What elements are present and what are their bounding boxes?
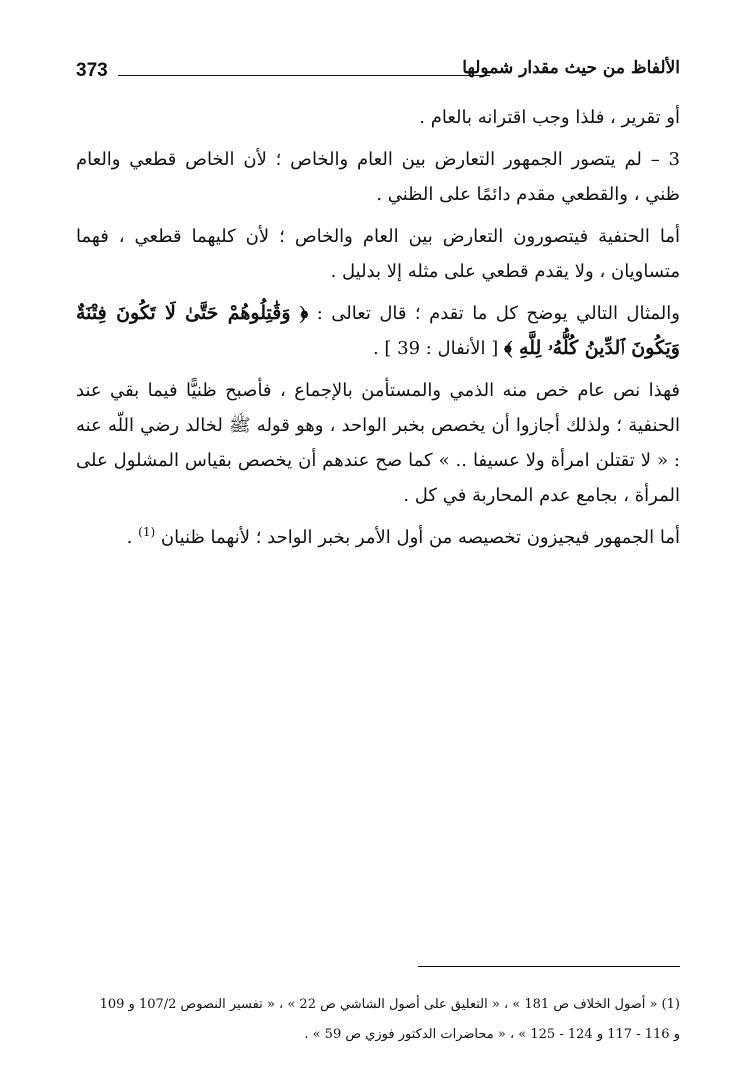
header-rule	[118, 75, 490, 76]
running-title: الألفاظ من حيث مقدار شمولها	[462, 58, 680, 78]
paragraph-6	[76, 520, 680, 555]
paragraph-2: 3 – لم يتصور الجمهور التعارض بين العام والخاص ؛ لأن الخاص قطعي والعام ظني ، والقطعي مقدم دائمًا على الظني .	[76, 149, 680, 205]
paragraph-6-text: أما الجمهور فيجيزون تخصيصه من أول الأمر بخبر الواحد ؛ لأنهما ظنيان	[160, 527, 680, 548]
footnote-marker[interactable]: (1)	[138, 525, 156, 539]
example-intro: والمثال التالي يوضح كل ما تقدم ؛ قال تعالى :	[316, 303, 680, 324]
body-text	[76, 100, 680, 562]
quran-verse: ﴿ وَقَٰتِلُوهُمْ حَتَّىٰ لَا تَكُونَ فِتْنَةٌ وَيَكُونَ ٱلدِّينُ كُلُّهُۥ لِلَّهِ ﴾	[76, 302, 680, 359]
paragraph-5: فهذا نص عام خص منه الذمي والمستأمن بالإجماع ، فأصبح ظنيًّا فيما بقي عند الحنفية ؛ ولذلك أجازوا أن يخصص بخبر الواحد ، وهو قوله ﷺ لخالد رضي اللّه عنه : « لا تقتلن امرأة ولا عسيفا .. » كما صح عندهم أن يخصص بقياس المشلول على المرأة ، بجامع عدم المحاربة في كل .	[76, 380, 680, 506]
page-header	[76, 58, 680, 92]
footnote-line-2: و 116 - 117 و 124 - 125 » ، « محاضرات الدكتور فوزي ص 59 » .	[304, 1027, 680, 1042]
verse-reference: [ الأنفال : 39 ] .	[372, 338, 499, 359]
page-number: 373	[76, 60, 108, 81]
footnote-rule	[418, 966, 680, 967]
paragraph-4	[76, 296, 680, 366]
paragraph-1: أو تقرير ، فلذا وجب اقترانه بالعام .	[419, 107, 680, 128]
paragraph-3: أما الحنفية فيتصورون التعارض بين العام والخاص ؛ لأن كليهما قطعي ، فهما متساويان ، ولا يقدم قطعي على مثله إلا بدليل .	[76, 226, 680, 282]
footnote-line-1: (1) « أصول الخلاف ص 181 » ، « التعليق على أصول الشاشي ص 22 » ، « تفسير النصوص 107/2 و 109	[99, 997, 680, 1012]
paragraph-6-end: .	[126, 527, 133, 548]
footnotes	[76, 990, 680, 1050]
